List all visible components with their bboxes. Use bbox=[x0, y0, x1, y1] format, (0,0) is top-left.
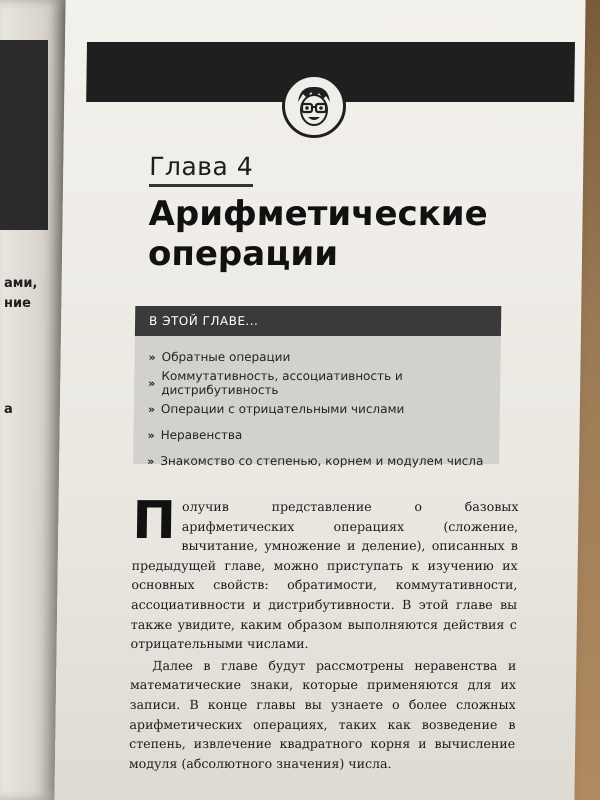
paragraph: Получив представление о базовых арифметических операциях (сложение, вычитание, умножение и деление), описанных в предыдущей главе, можно приступать к изучению их основных свойств: обратимости, коммутативности, ассоциативности и дистрибутивности. В этой главе вы также увидите, каким образом выполняются действия с отрицательными числами. bbox=[130, 491, 519, 652]
paragraph: Далее в главе будут рассмотрены неравенства и математические знаки, которые применяются для их записи. В конце главы вы узнаете о более сложных арифметических операциях, таких как возведение в степень, извлечение квадратного корня и вычисление модуля (абсолютного значения) числа. bbox=[128, 657, 517, 771]
list-item: » Неравенства bbox=[147, 428, 243, 442]
chapter-title: Арифметические операции bbox=[147, 194, 488, 274]
list-item: » Коммутативность, ассоциативность и дистрибутивность bbox=[148, 369, 403, 397]
list-item: » Операции с отрицательными числами bbox=[147, 402, 405, 416]
drop-cap: П bbox=[131, 491, 177, 551]
left-page-fragment: ами, bbox=[4, 276, 38, 291]
chevron-icon: » bbox=[147, 402, 156, 416]
chapter-label: Глава 4 bbox=[149, 152, 253, 187]
body-text bbox=[128, 491, 519, 773]
chevron-icon: » bbox=[147, 454, 155, 468]
left-page-dark-band bbox=[0, 40, 48, 230]
list-item: » Знакомство со степенью, корнем и модулем числа bbox=[147, 454, 484, 468]
list-item: » Обратные операции bbox=[148, 350, 291, 364]
chevron-icon: » bbox=[148, 376, 156, 390]
contents-list bbox=[133, 344, 501, 474]
chevron-icon: » bbox=[147, 428, 155, 442]
left-page-fragment: а bbox=[4, 402, 13, 417]
left-page-fragment: ние bbox=[4, 296, 31, 311]
chevron-icon: » bbox=[148, 350, 156, 364]
contents-heading: В ЭТОЙ ГЛАВЕ... bbox=[135, 306, 501, 336]
dummies-face-icon bbox=[282, 74, 346, 138]
chapter-contents-box bbox=[133, 306, 501, 468]
